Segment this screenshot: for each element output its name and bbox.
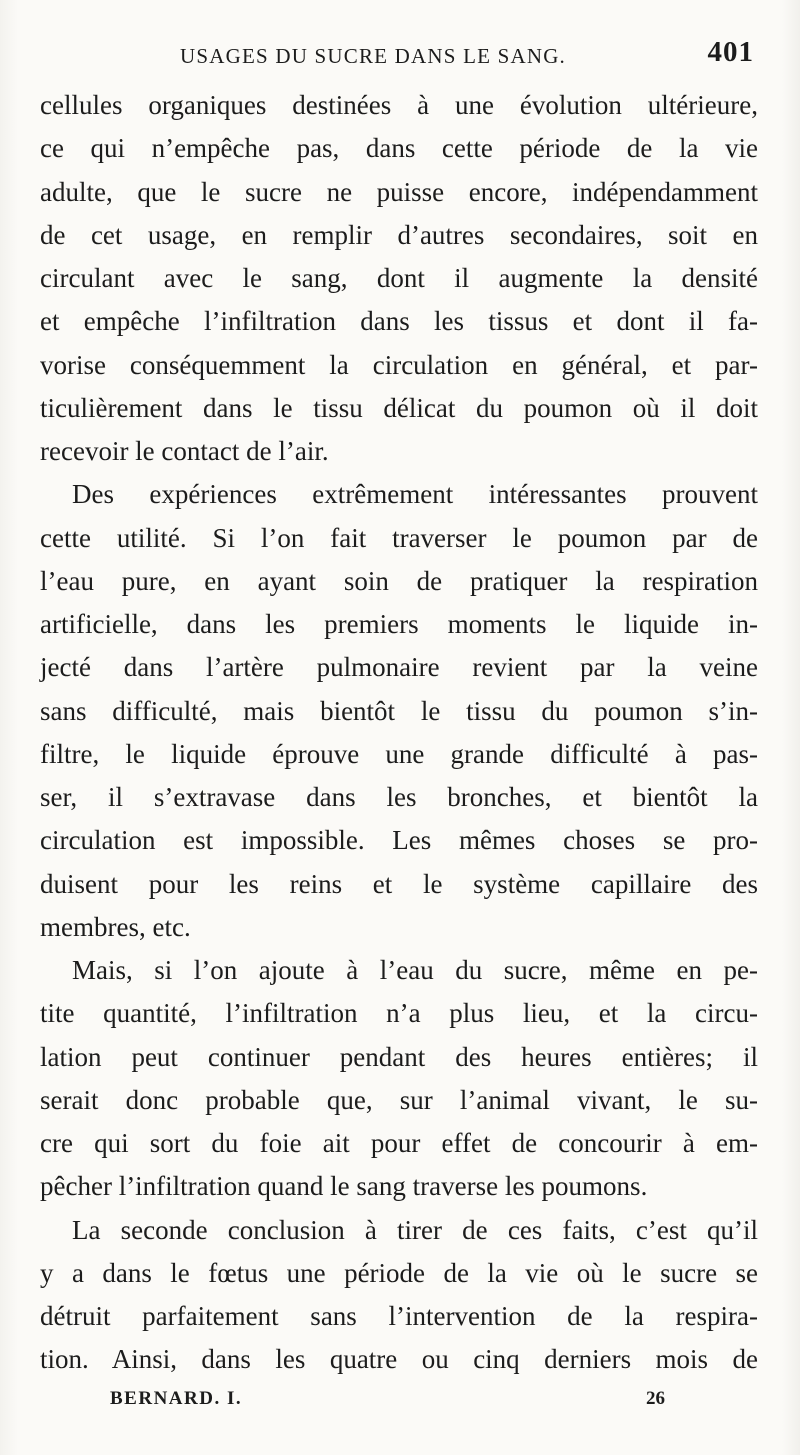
paragraph [40,949,758,1209]
paragraph [40,473,758,949]
text-line: jecté dans l’artère pulmonaire revient par la veine [40,652,758,683]
paragraph [40,1209,758,1382]
text-line: La seconde conclusion à tirer de ces faits, c’est qu’il [72,1214,758,1245]
text-line: tite quantité, l’infiltration n’a plus lieu, et la circu- [40,998,758,1029]
text-line: pêcher l’infiltration quand le sang traverse les poumons. [40,1171,648,1202]
text-line: Mais, si l’on ajoute à l’eau du sucre, même en pe- [72,955,758,985]
text-line: circulant avec le sang, dont il augmente la densité [40,263,758,293]
text-line: l’eau pure, en ayant soin de pratiquer la respiration [40,565,758,596]
text-line: cette utilité. Si l’on fait traverser le poumon par de [40,522,758,553]
text-line: filtre, le liquide éprouve une grande difficulté à pas- [40,738,758,769]
page-footer [40,1388,758,1418]
running-title: USAGES DU SUCRE DANS LE SANG. [180,44,567,68]
text-line: lation peut continuer pendant des heures entières; il [40,1041,758,1072]
text-line: ce qui n’empêche pas, dans cette période de la vie [40,133,758,164]
text-line: vorise conséquemment la circulation en général, et par- [40,349,758,380]
text-line: et empêche l’infiltration dans les tissus et dont il fa- [40,306,758,337]
text-line: Des expériences extrêmement intéressantes prouvent [72,479,758,510]
text-line: serait donc probable que, sur l’animal vivant, le su- [40,1084,758,1115]
page-number: 401 [707,36,754,68]
text-line: artificielle, dans les premiers moments le liquide in- [40,609,758,639]
text-line: ser, il s’extravase dans les bronches, et bientôt la [40,782,758,812]
text-line: recevoir le contact de l’air. [40,436,329,466]
sheet-number: 26 [646,1388,665,1409]
text-line: duisent pour les reins et le système capillaire des [40,868,758,899]
page-header [40,36,758,76]
text-line: circulation est impossible. Les mêmes choses se pro- [40,825,758,856]
text-line: cellules organiques destinées à une évolution ultérieure, [40,90,758,120]
text-line: détruit parfaitement sans l’intervention de la respira- [40,1301,758,1331]
text-line: y a dans le fœtus une période de la vie où le sucre se [40,1257,758,1288]
signature-mark: BERNARD. I. [110,1388,243,1409]
text-line: ticulièrement dans le tissu délicat du poumon où il doit [40,392,758,423]
text-line: membres, etc. [40,911,191,942]
text-line: sans difficulté, mais bientôt le tissu du poumon s’in- [40,695,758,726]
text-line: de cet usage, en remplir d’autres secondaires, soit en [40,219,758,250]
body-text [40,84,758,1382]
text-line: cre qui sort du foie ait pour effet de concourir à em- [40,1128,758,1158]
paragraph [40,84,758,473]
text-line: adulte, que le sucre ne puisse encore, indépendamment [40,176,758,207]
text-line: tion. Ainsi, dans les quatre ou cinq derniers mois de [40,1344,758,1375]
